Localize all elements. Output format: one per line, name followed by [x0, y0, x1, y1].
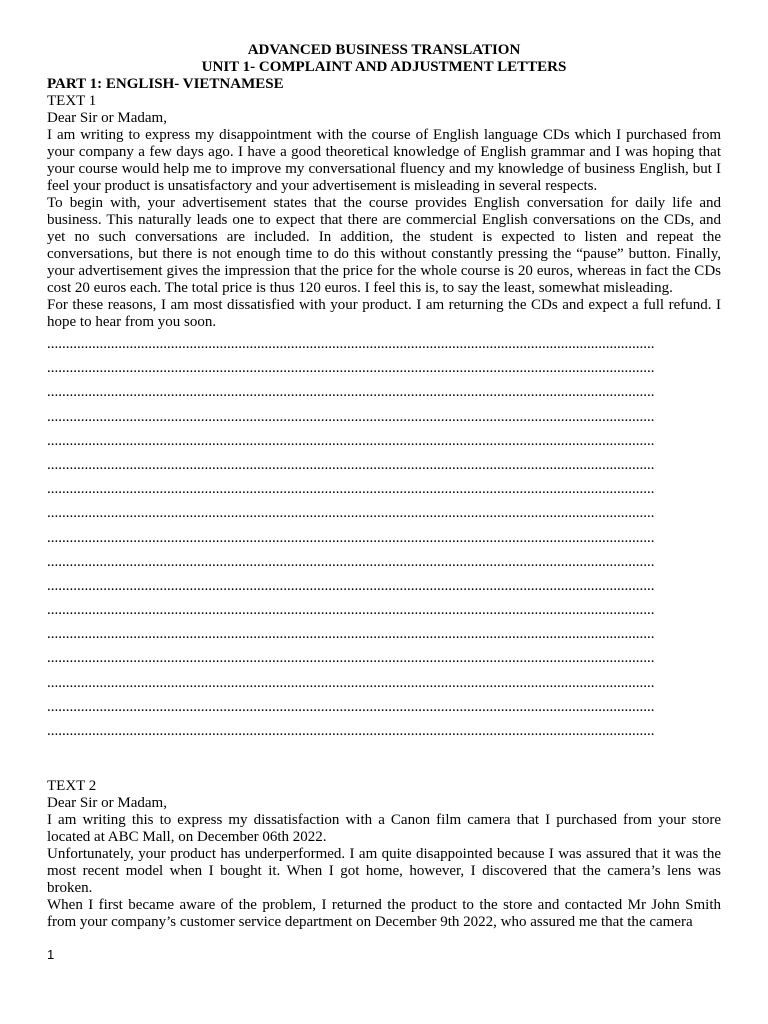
answer-line: .................................................................................................................................................................. [47, 651, 655, 667]
translation-answer-lines [47, 337, 721, 748]
answer-line: .................................................................................................................................................................. [47, 482, 655, 498]
answer-line: .................................................................................................................................................................. [47, 724, 655, 739]
part-heading: PART 1: ENGLISH- VIETNAMESE [47, 76, 284, 92]
answer-line: .................................................................................................................................................................. [47, 457, 655, 473]
answer-line: .................................................................................................................................................................. [47, 530, 655, 546]
text1-paragraph: To begin with, your advertisement states that the course provides English conversation for daily life and business. This naturally leads one to expect that there are commercial English conversations on the CDs, and yet no such conversations are included. In addition, the student is expected to listen and repeat the conversations, but there is not enough time to do this without constantly pressing the “pause” button. Finally, your advertisement gives the impression that the price for the whole course is 20 euros, whereas in fact the CDs cost 20 euros each. The total price is thus 120 euros. I feel this is, to say the least, somewhat misleading. [47, 195, 721, 296]
answer-line: .................................................................................................................................................................. [47, 409, 655, 425]
document-title-line-1: ADVANCED BUSINESS TRANSLATION [247, 42, 521, 58]
answer-line: .................................................................................................................................................................. [47, 699, 655, 715]
text1-label: TEXT 1 [47, 93, 97, 109]
answer-line: .................................................................................................................................................................. [47, 337, 655, 352]
answer-line: .................................................................................................................................................................. [47, 554, 655, 570]
answer-line: .................................................................................................................................................................. [47, 385, 655, 401]
text2-salutation: Dear Sir or Madam, [47, 795, 167, 812]
text1-salutation: Dear Sir or Madam, [47, 110, 167, 126]
text2-label: TEXT 2 [47, 778, 97, 795]
document-title-line-2: UNIT 1- COMPLAINT AND ADJUSTMENT LETTERS [201, 59, 567, 75]
document-page [47, 42, 721, 931]
answer-line: .................................................................................................................................................................. [47, 578, 655, 594]
answer-line: .................................................................................................................................................................. [47, 506, 655, 522]
answer-line: .................................................................................................................................................................. [47, 603, 655, 619]
text1-paragraph: I am writing to express my disappointment with the course of English language CDs which I purchased from your company a few days ago. I have a good theoretical knowledge of English grammar and I was hoping that your course would help me to improve my conversational fluency and my knowledge of business English, but I feel your product is unsatisfactory and your advertisement is misleading in several respects. [47, 127, 721, 194]
answer-line: .................................................................................................................................................................. [47, 627, 655, 643]
answer-line: .................................................................................................................................................................. [47, 361, 655, 377]
page-number: 1 [47, 947, 55, 962]
text2-paragraph: I am writing this to express my dissatisfaction with a Canon film camera that I purchased from your store located at ABC Mall, on December 06th 2022. [47, 812, 721, 846]
text1-paragraph: For these reasons, I am most dissatisfied with your product. I am returning the CDs and expect a full refund. I hope to hear from you soon. [47, 297, 721, 330]
text2-paragraph: Unfortunately, your product has underperformed. I am quite disappointed because I was assured that it was the most recent model when I bought it. When I got home, however, I discovered that the camera’s lens was broken. [47, 846, 721, 897]
section-spacer [47, 748, 721, 778]
answer-line: .................................................................................................................................................................. [47, 675, 655, 691]
answer-line: .................................................................................................................................................................. [47, 433, 655, 449]
text2-paragraph: When I first became aware of the problem, I returned the product to the store and contacted Mr John Smith from your company’s customer service department on December 9th 2022, who assured me that the camera [47, 897, 721, 931]
